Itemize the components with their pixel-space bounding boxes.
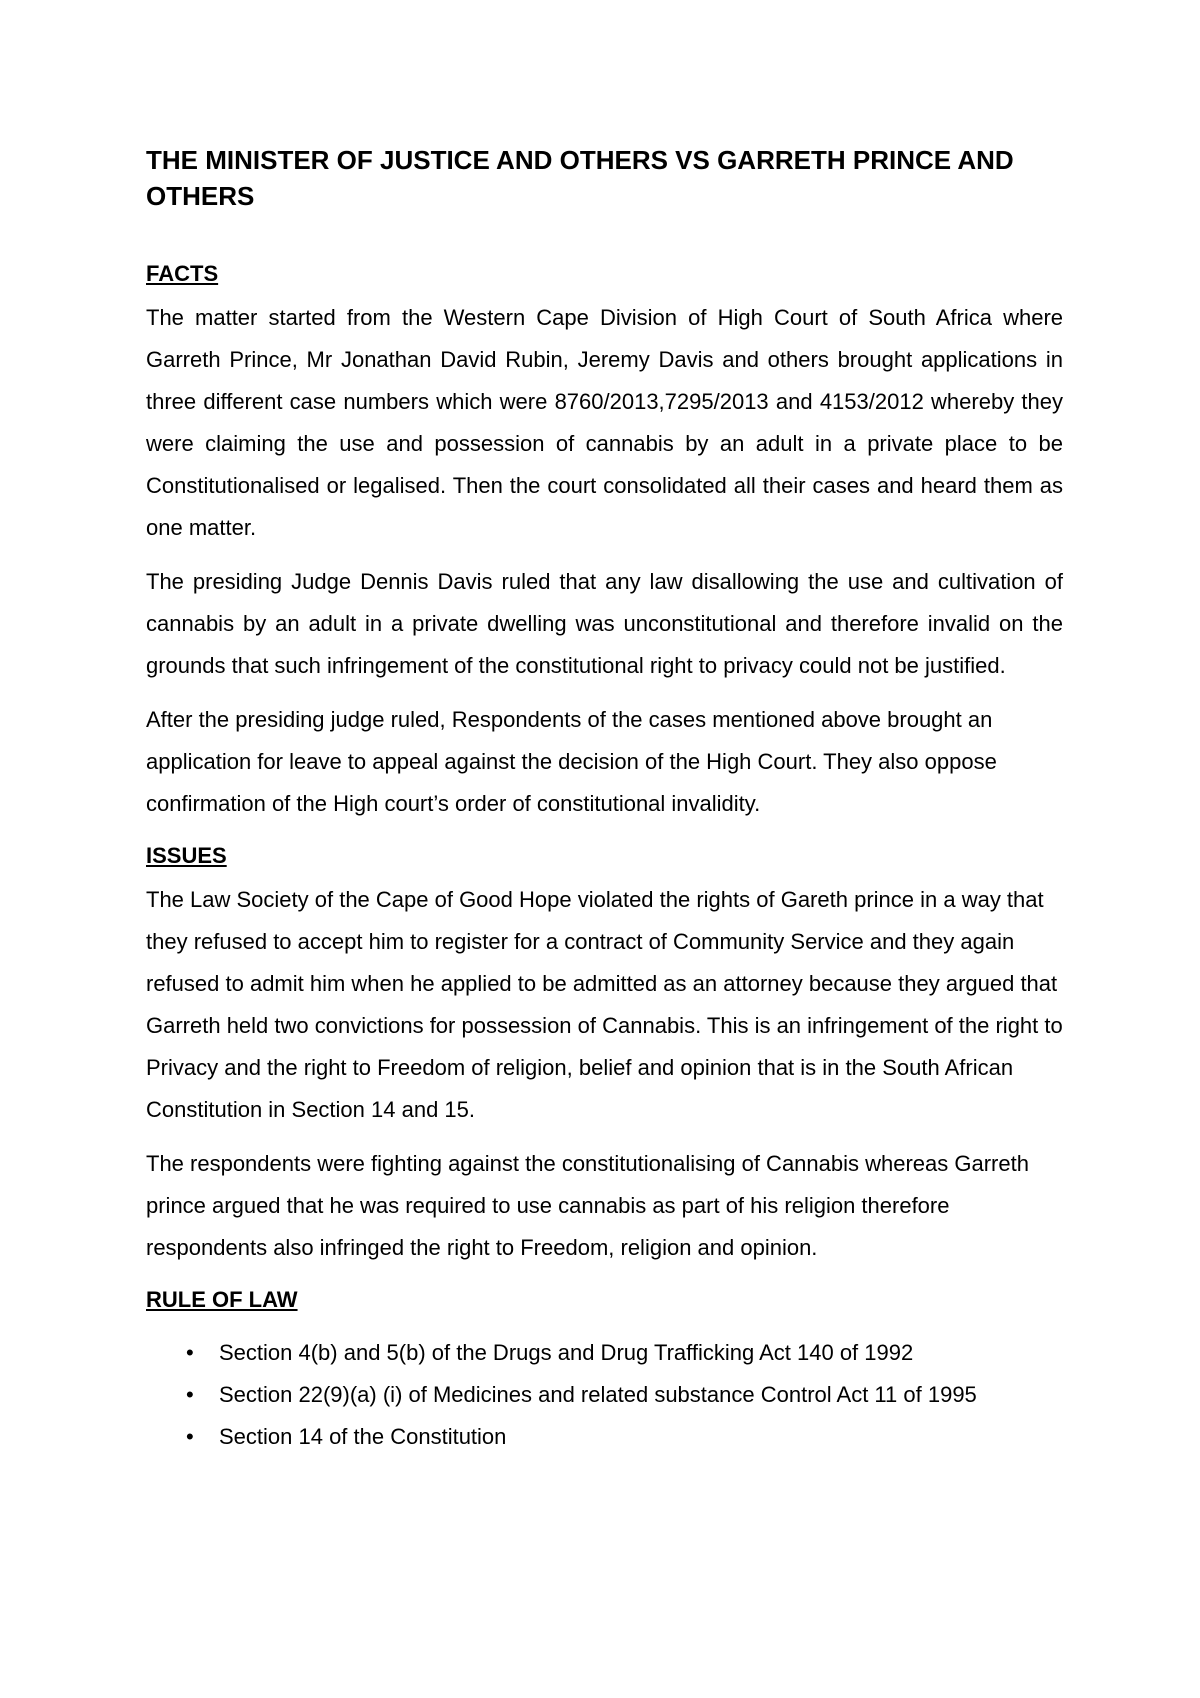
issues-paragraph-1: The Law Society of the Cape of Good Hope violated the rights of Gareth prince in a way that they refused to accept him to register for a contract of Community Service and they again refused to admit him when he applied to be admitted as an attorney because they argued that Garreth held two convictions for possession of Cannabis. This is an infringement of the right to Privacy and the right to Freedom of religion, belief and opinion that is in the South African Constitution in Section 14 and 15. xyxy=(146,887,1063,1122)
facts-heading: FACTS xyxy=(146,261,219,286)
rule-of-law-heading: RULE OF LAW xyxy=(146,1287,298,1312)
rule-of-law-list xyxy=(146,1332,1063,1458)
spacer xyxy=(146,288,1063,297)
spacer xyxy=(146,1314,1063,1332)
spacer xyxy=(146,825,1063,842)
list-item xyxy=(146,1416,1063,1458)
spacer xyxy=(146,549,1063,561)
issues-paragraph-2: The respondents were fighting against the constitutionalising of Cannabis whereas Garreth prince argued that he was required to use cannabis as part of his religion therefore respondents also infringed the right to Freedom, religion and opinion. xyxy=(146,1151,1029,1260)
spacer xyxy=(146,870,1063,879)
issues-heading: ISSUES xyxy=(146,843,227,868)
spacer xyxy=(146,1269,1063,1286)
facts-paragraph-2: The presiding Judge Dennis Davis ruled that any law disallowing the use and cultivation of cannabis by an adult in a private dwelling was unconstitutional and therefore invalid on the grounds that such infringement of the constitutional right to privacy could not be justified. xyxy=(146,569,1063,678)
document-title: THE MINISTER OF JUSTICE AND OTHERS VS GARRETH PRINCE AND OTHERS xyxy=(146,145,1014,211)
list-item xyxy=(146,1374,1063,1416)
spacer xyxy=(146,687,1063,699)
list-item-text: Section 14 of the Constitution xyxy=(219,1424,507,1449)
list-item-text: Section 22(9)(a) (i) of Medicines and related substance Control Act 11 of 1995 xyxy=(219,1382,977,1407)
list-item xyxy=(146,1332,1063,1374)
facts-paragraph-3: After the presiding judge ruled, Respondents of the cases mentioned above brought an application for leave to appeal against the decision of the High Court. They also oppose confirmation of the High court’s order of constitutional invalidity. xyxy=(146,707,997,816)
bullet-icon: • xyxy=(186,1424,194,1449)
facts-paragraph-1: The matter started from the Western Cape Division of High Court of South Africa where Garreth Prince, Mr Jonathan David Rubin, Jeremy Davis and others brought applications in three different case numbers which were 8760/2013,7295/2013 and 4153/2012 whereby they were claiming the use and possession of cannabis by an adult in a private place to be Constitutionalised or legalised. Then the court consolidated all their cases and heard them as one matter. xyxy=(146,305,1063,540)
spacer xyxy=(146,214,1063,260)
list-item-text: Section 4(b) and 5(b) of the Drugs and Drug Trafficking Act 140 of 1992 xyxy=(219,1340,914,1365)
document-page xyxy=(146,142,1063,1458)
spacer xyxy=(146,1131,1063,1143)
bullet-icon: • xyxy=(186,1340,194,1365)
bullet-icon: • xyxy=(186,1382,194,1407)
